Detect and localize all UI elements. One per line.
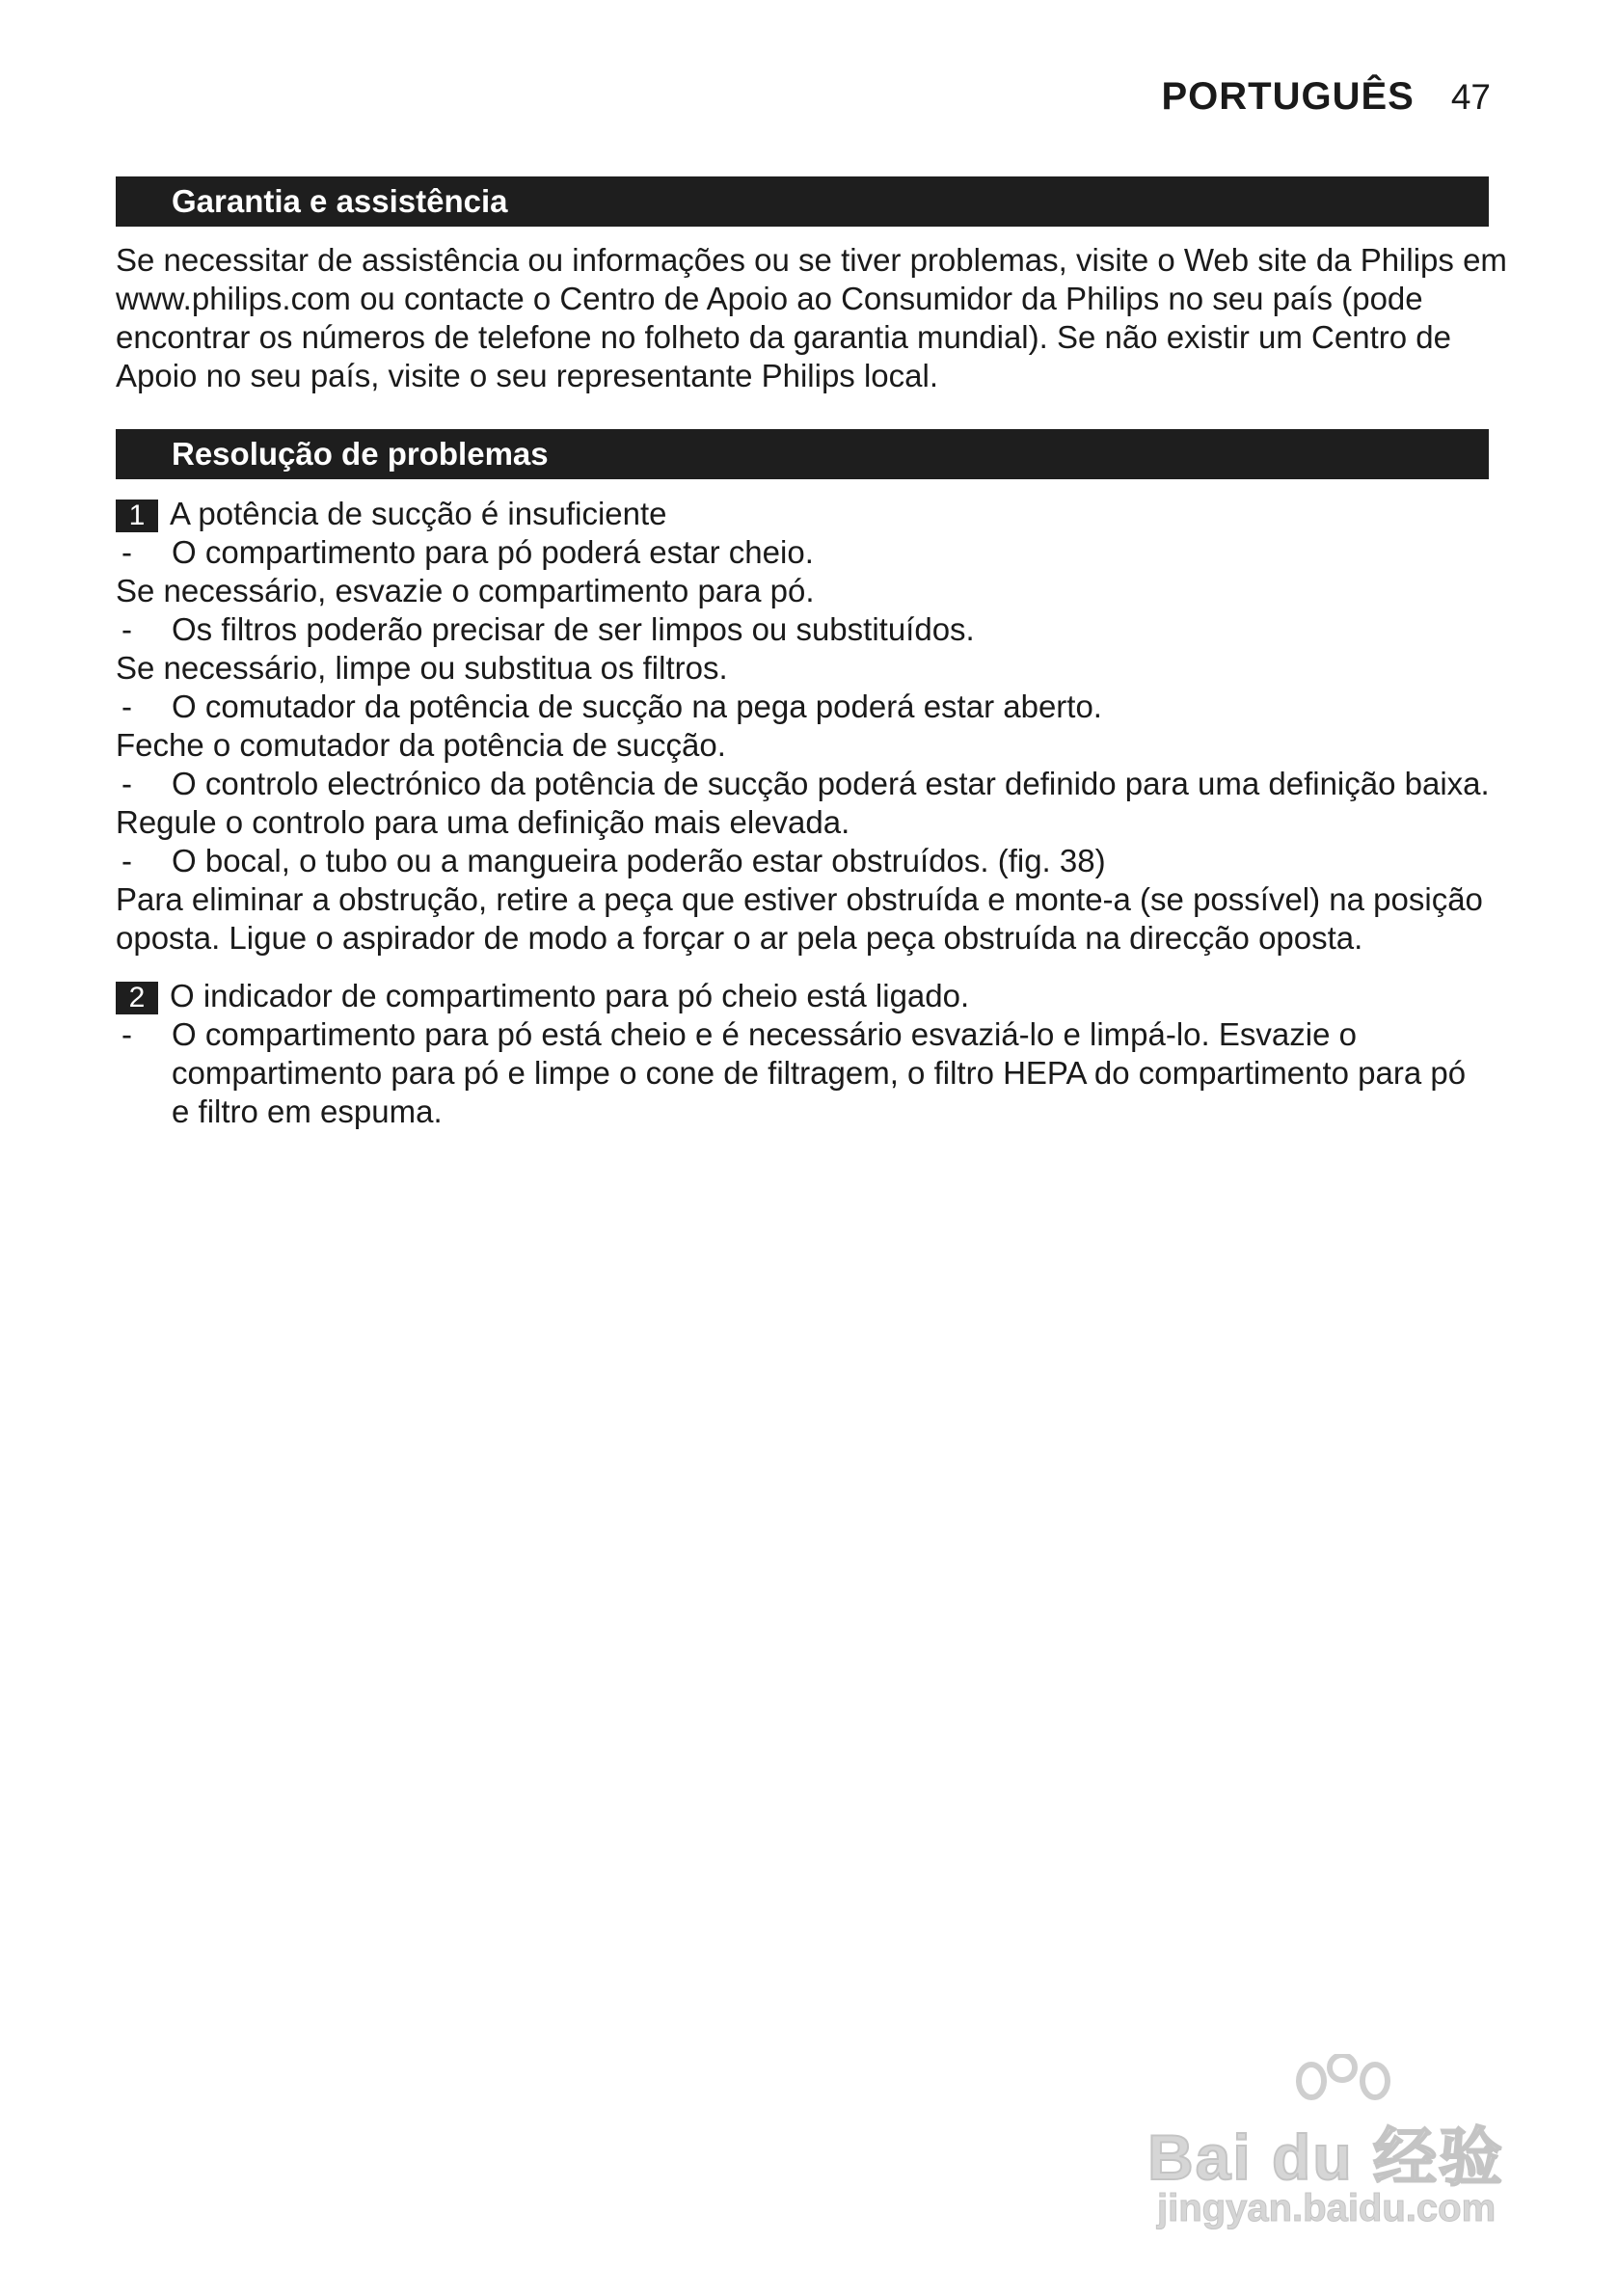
- cause-item: [116, 610, 1504, 649]
- cause-text: O comutador da potência de sucção na pega poderá estar aberto.: [172, 689, 1102, 724]
- cause-item: [116, 688, 1504, 726]
- solution-text: Se necessário, esvazie o compartimento para pó.: [116, 573, 815, 608]
- page-header: [1161, 75, 1491, 119]
- cause-text: e filtro em espuma.: [172, 1094, 443, 1129]
- language-label: PORTUGUÊS: [1161, 75, 1415, 118]
- dash-bullet: -: [121, 534, 132, 570]
- step-number-badge: 1: [116, 500, 158, 532]
- problem-2-title: O indicador de compartimento para pó cheio está ligado.: [170, 978, 970, 1013]
- solution-text: oposta. Ligue o aspirador de modo a forçar o ar pela peça obstruída na direcção oposta.: [116, 920, 1363, 956]
- cause-text: O bocal, o tubo ou a mangueira poderão estar obstruídos. (fig. 38): [172, 843, 1106, 878]
- warranty-line: encontrar os números de telefone no folheto da garantia mundial). Se não existir um Centro de: [116, 319, 1451, 355]
- problem-2: [116, 977, 1504, 1131]
- problem-1-heading: [116, 495, 1504, 533]
- dash-bullet: -: [121, 766, 132, 801]
- page-number: 47: [1450, 77, 1491, 117]
- solution-text: Feche o comutador da potência de sucção.: [116, 727, 726, 763]
- cause-text: compartimento para pó e limpe o cone de filtragem, o filtro HEPA do compartimento para pó: [172, 1055, 1467, 1091]
- section-heading-troubleshooting: Resolução de problemas: [116, 429, 1489, 479]
- watermark-logo-text: Bai du 经验: [1147, 2121, 1505, 2193]
- watermark-url: jingyan.baidu.com: [1157, 2187, 1497, 2229]
- problem-1-title: A potência de sucção é insuficiente: [170, 496, 667, 531]
- dash-bullet: -: [121, 1016, 132, 1052]
- problem-2-heading: [116, 977, 1504, 1015]
- cause-text: O compartimento para pó poderá estar cheio.: [172, 534, 814, 570]
- step-number-badge: 2: [116, 982, 158, 1014]
- problem-1: [116, 495, 1504, 958]
- solution-text: Para eliminar a obstrução, retire a peça que estiver obstruída e monte-a (se possível) na posição: [116, 881, 1483, 917]
- cause-text: O controlo electrónico da potência de sucção poderá estar definido para uma definição baixa.: [172, 766, 1490, 801]
- cause-item: [116, 765, 1504, 803]
- cause-item: [116, 533, 1504, 572]
- warranty-line: Se necessitar de assistência ou informações ou se tiver problemas, visite o Web site da Philips em: [116, 242, 1507, 278]
- solution-text: Se necessário, limpe ou substitua os filtros.: [116, 650, 728, 686]
- cause-item: [116, 1015, 1504, 1131]
- cause-text: Os filtros poderão precisar de ser limpos ou substituídos.: [172, 611, 975, 647]
- warranty-paragraph: [116, 241, 1507, 395]
- solution-text: Regule o controlo para uma definição mais elevada.: [116, 804, 850, 840]
- section-heading-warranty: Garantia e assistência: [116, 176, 1489, 227]
- warranty-line: www.philips.com ou contacte o Centro de Apoio ao Consumidor da Philips no seu país (pode: [116, 281, 1423, 316]
- dash-bullet: -: [121, 611, 132, 647]
- dash-bullet: -: [121, 689, 132, 724]
- cause-text: O compartimento para pó está cheio e é necessário esvaziá-lo e limpá-lo. Esvazie o: [172, 1016, 1357, 1052]
- baidu-watermark: [1147, 2054, 1552, 2247]
- dash-bullet: -: [121, 843, 132, 878]
- warranty-line: Apoio no seu país, visite o seu representante Philips local.: [116, 358, 939, 393]
- cause-item: [116, 842, 1504, 880]
